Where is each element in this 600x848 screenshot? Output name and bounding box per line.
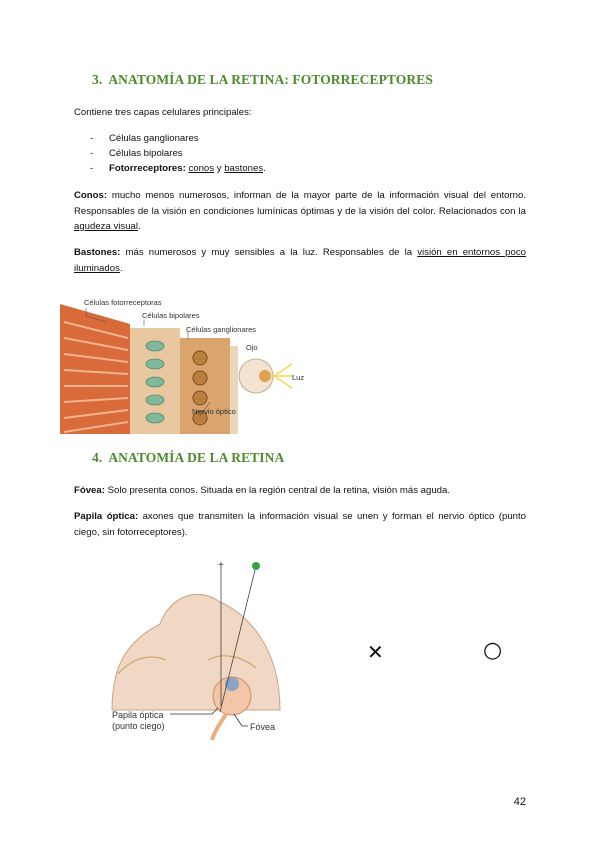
section-number: 4.	[92, 450, 103, 465]
label-luz: Luz	[292, 373, 305, 382]
circle-icon: ○	[483, 638, 503, 663]
papila-optica-label: Papila óptica	[112, 710, 164, 720]
list-item-mid: y	[214, 163, 225, 174]
section-number: 3.	[92, 72, 103, 87]
optic-nerve-icon	[212, 714, 226, 740]
conos-end: .	[138, 221, 141, 232]
fovea-text: Solo presenta conos. Situada en la región central de la retina, visión más aguda.	[104, 485, 450, 496]
intro-paragraph: Contiene tres capas celulares principales:	[74, 107, 252, 118]
list-item	[90, 161, 266, 176]
bastones-link: bastones	[224, 163, 264, 174]
agudeza-visual-term: agudeza visual	[74, 221, 139, 232]
list-item: - Células ganglionares	[90, 131, 266, 146]
fovea-paragraph	[74, 483, 526, 499]
fovea-label: Fóvea	[250, 722, 276, 732]
conos-label: Conos:	[74, 190, 108, 201]
bastones-text: más numerosos y muy sensibles a la luz. Responsables de la	[120, 247, 418, 258]
fovea-label: Fóvea:	[74, 485, 105, 496]
cross-icon: ✕	[367, 640, 384, 664]
punto-ciego-label: (punto ciego)	[112, 721, 165, 731]
bastones-end: .	[119, 262, 123, 274]
light-rays-icon	[274, 364, 294, 388]
blind-spot-figure	[108, 556, 292, 740]
section-4-heading	[92, 450, 284, 466]
fixation-plus: +	[218, 560, 224, 571]
list-item-end: .	[263, 163, 266, 174]
list-item-bold: Fotorreceptores:	[109, 163, 186, 174]
section-title: ANATOMÍA DE LA RETINA	[108, 450, 285, 465]
retina-layers-figure	[60, 294, 312, 442]
eye-lens-icon	[259, 370, 271, 382]
vision-poco-iluminados-term: visión en entornos poco iluminados	[74, 247, 526, 274]
conos-text: mucho menos numerosos, informan de la mayor parte de la información visual del entorno. Responsables de la visión en condiciones lumínicas óptimas y de la visión del color. Relacionados con la	[74, 190, 526, 217]
conos-link: conos	[188, 163, 215, 174]
label-nervio-optico: Nervio óptico	[192, 407, 236, 416]
list-item: - Células bipolares	[90, 146, 266, 161]
label-ojo: Ojo	[246, 343, 258, 352]
papila-paragraph	[74, 509, 526, 540]
cell-layers-list	[90, 131, 266, 176]
page-number: 42	[513, 796, 526, 808]
nerve-fiber-layer	[230, 346, 238, 434]
label-ganglionares: Células ganglionares	[186, 325, 257, 334]
bastones-paragraph	[74, 245, 526, 276]
green-dot-icon	[252, 562, 260, 570]
papila-text: axones que transmiten la información visual se unen y forman el nervio óptico (punto ciego, sin fotorreceptores).	[74, 511, 526, 538]
label-fotorreceptoras: Células fotorreceptoras	[84, 298, 162, 307]
head-icon	[112, 594, 280, 710]
bastones-label: Bastones:	[74, 247, 121, 258]
label-bipolares: Células bipolares	[142, 311, 200, 320]
section-3-heading	[92, 72, 433, 88]
conos-paragraph	[74, 188, 526, 235]
papila-label: Papila óptica:	[74, 511, 139, 522]
section-title: ANATOMÍA DE LA RETINA: FOTORRECEPTORES	[108, 72, 433, 87]
